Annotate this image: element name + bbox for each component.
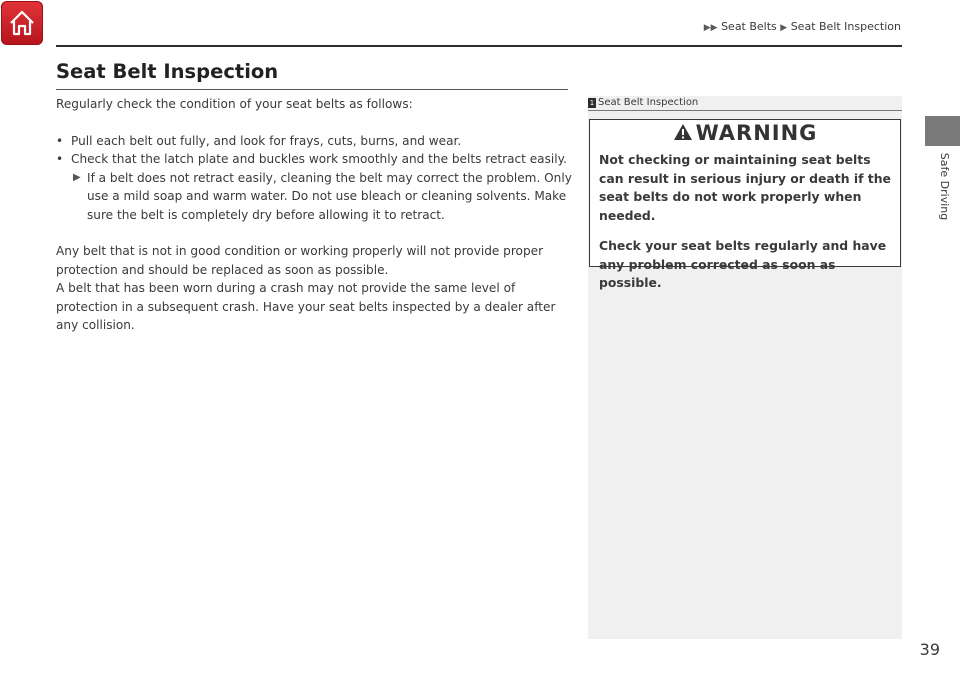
condition-paragraph: Any belt that is not in good condition or working properly will not provide proper protection and should be replaced as soon as possible. — [56, 244, 544, 277]
breadcrumb-arrow-icon: ▶ — [780, 23, 788, 33]
page-number: 39 — [919, 640, 940, 659]
sub-note: ▶ If a belt does not retract easily, cleaning the belt may correct the problem. Only use a mild soap and warm water. Do not use bleach or cleaning solvents. Make sure the belt is completely dry before allowing it to retract. — [73, 170, 572, 222]
warning-heading: WARNING — [590, 121, 900, 145]
pointer-arrow-icon: ▶ — [73, 171, 81, 183]
section-tab-label[interactable]: Safe Driving — [938, 152, 952, 221]
breadcrumb-arrow-icon: ▶▶ — [703, 23, 718, 33]
home-button[interactable] — [1, 1, 43, 45]
header-divider — [56, 45, 902, 47]
breadcrumb-item-seat-belts[interactable]: Seat Belts — [721, 20, 777, 33]
warning-box — [589, 119, 901, 290]
sidebar-title: 1 Seat Belt Inspection — [589, 97, 699, 108]
bullet-item: • Pull each belt out fully, and look for frays, cuts, burns, and wear. — [56, 132, 572, 151]
main-content — [56, 95, 572, 335]
page-title: Seat Belt Inspection — [56, 60, 279, 83]
warning-text — [599, 151, 893, 293]
reference-number-icon: 1 — [589, 99, 595, 107]
intro-text: Regularly check the condition of your seat belts as follows: — [56, 97, 413, 111]
home-icon — [8, 9, 36, 37]
bullet-dot-icon: • — [56, 152, 64, 166]
warning-text-2: Check your seat belts regularly and have any problem corrected as soon as possible. — [599, 238, 887, 290]
breadcrumb — [704, 20, 901, 33]
crash-paragraph: A belt that has been worn during a crash may not provide the same level of protection in a subsequent crash. Have your seat belts inspected by a dealer after any collision. — [56, 281, 556, 332]
title-underline — [56, 89, 568, 90]
breadcrumb-item-seat-belt-inspection[interactable]: Seat Belt Inspection — [790, 20, 901, 33]
bullet-item: • Check that the latch plate and buckles work smoothly and the belts retract easily. — [56, 150, 572, 169]
bullet-dot-icon: • — [56, 133, 64, 148]
sidebar-divider — [588, 110, 902, 111]
section-tab-marker[interactable] — [925, 116, 960, 146]
warning-text-1: Not checking or maintaining seat belts can result in serious injury or death if the seat belts do not work properly when needed. — [599, 152, 891, 223]
warning-triangle-icon — [673, 123, 693, 141]
